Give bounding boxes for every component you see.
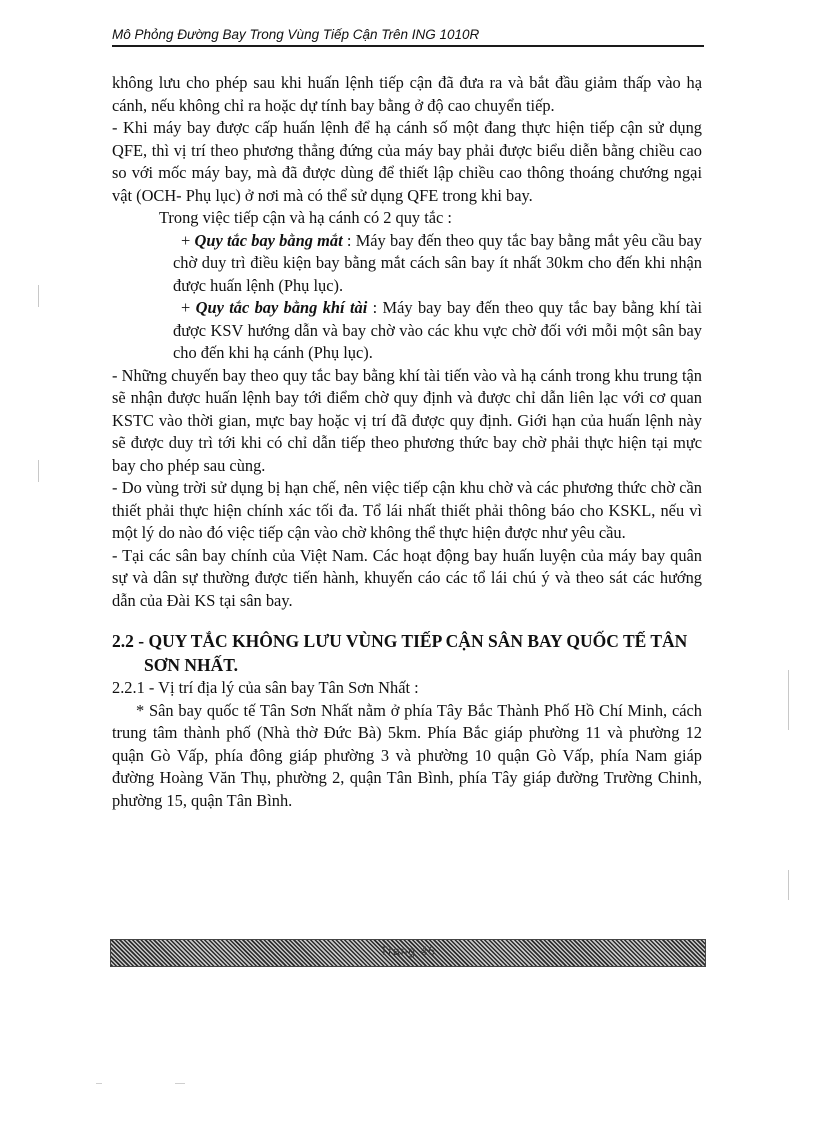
scan-mark-right-lower [788,870,789,900]
scan-dot-bottom [175,1083,185,1084]
section-heading: 2.2 - QUY TẮC KHÔNG LƯU VÙNG TIẾP CẬN SÂN BAY QUỐC TẾ TÂN SƠN NHẤT. [112,631,688,675]
subsection-heading: 2.2.1 - Vị trí địa lý của sân bay Tân Sơn Nhất : [112,678,419,697]
body-text [112,72,702,812]
scan-mark-right [788,670,789,730]
rule-instrument-text: : Máy bay bay đến theo quy tắc bay bằng khí tài được KSV hướng dẫn và bay chờ vào các khu vực chờ đối với mỗi một sân bay cho đến khi hạ cánh (Phụ lục). [173,298,703,362]
paragraph-airspace: - Do vùng trời sử dụng bị hạn chế, nên việc tiếp cận khu chờ và các phương thức chờ cần thiết phải thực hiện chính xác tối đa. Tổ lái nhất thiết phải thông báo cho KSKL, nếu vì một lý do nào đó việc tiếp cận vào chờ không thể thực hiện được như yêu cầu. [112,478,702,542]
paragraph-rules-intro: Trong việc tiếp cận và hạ cánh có 2 quy tắc : [159,208,452,227]
section-spacer [112,612,702,629]
rule-visual-title: Quy tắc bay bằng mắt [194,230,343,250]
rule-visual-prefix: + [181,230,195,250]
rule-visual [112,230,702,298]
scan-mark-left [38,285,39,307]
page-number: Trang 46 [380,944,436,958]
rule-instrument-prefix: + [181,298,196,317]
rule-instrument [112,297,702,365]
scan-mark-left-lower [38,460,39,482]
paragraph-location: * Sân bay quốc tế Tân Sơn Nhất nằm ở phía Tây Bắc Thành Phố Hồ Chí Minh, cách trung tâm thành phố (Nhà thờ Đức Bà) 5km. Phía Bắc giáp phường 11 và phường 12 quận Gò Vấp, phía đông giáp phường 3 và phường 10 quận Gò Vấp, phía Nam giáp đường Hoàng Văn Thụ, phường 2, quận Tân Bình, phía Tây giáp đường Trường Chinh, phường 15, quận Tân Bình. [112,700,702,810]
scan-dot-bottom-left [96,1083,102,1084]
paragraph-vietnam-airports: - Tại các sân bay chính của Việt Nam. Các hoạt động bay huấn luyện của máy bay quân sự và dân sự thường được tiến hành, khuyến cáo các tổ lái chú ý và theo sát các hướng dẫn của Đài KS tại sân bay. [112,545,702,610]
paragraph-continuation: không lưu cho phép sau khi huấn lệnh tiếp cận đã đưa ra và bắt đầu giảm thấp vào hạ cánh, nếu không chỉ ra hoặc dự tính bay bằng ở độ cao chuyển tiếp. [112,73,702,115]
paragraph-ifr-flights: - Những chuyến bay theo quy tắc bay bằng khí tài tiến vào và hạ cánh trong khu trung tận sẽ nhận được huấn lệnh bay tới điểm chờ quy định và được chỉ dẫn liên lạc với cơ quan KSTC vào thời gian, mực bay hoặc vị trí đã được quy định. Giới hạn của huấn lệnh này sẽ được duy trì tới khi có chỉ dẫn tiếp theo phương thức bay chờ phải thực hiện tại mực bay cho phép sau cùng. [112,365,702,475]
footer-band [110,939,706,967]
paragraph-qfe: - Khi máy bay được cấp huấn lệnh để hạ cánh số một đang thực hiện tiếp cận sử dụng QFE, thì vị trí theo phương thẳng đứng của máy bay phải được biểu diễn bằng chiều cao so với mốc máy bay, mà đã được dùng để thiết lập chiều cao thông thoáng chướng ngại vật (OCH- Phụ lục) ở nơi mà có thể sử dụng QFE trong khi bay. [112,118,702,205]
running-header: Mô Phỏng Đường Bay Trong Vùng Tiếp Cận Trên ING 1010R [112,26,704,47]
rule-visual-text: : Máy bay đến theo quy tắc bay bằng mắt yêu cầu bay chờ duy trì điều kiện bay bằng mắt cách sân bay ít nhất 30km cho đến khi nhận được huấn lệnh (Phụ lục). [173,230,702,295]
rule-instrument-title: Quy tắc bay bằng khí tài [195,298,368,317]
